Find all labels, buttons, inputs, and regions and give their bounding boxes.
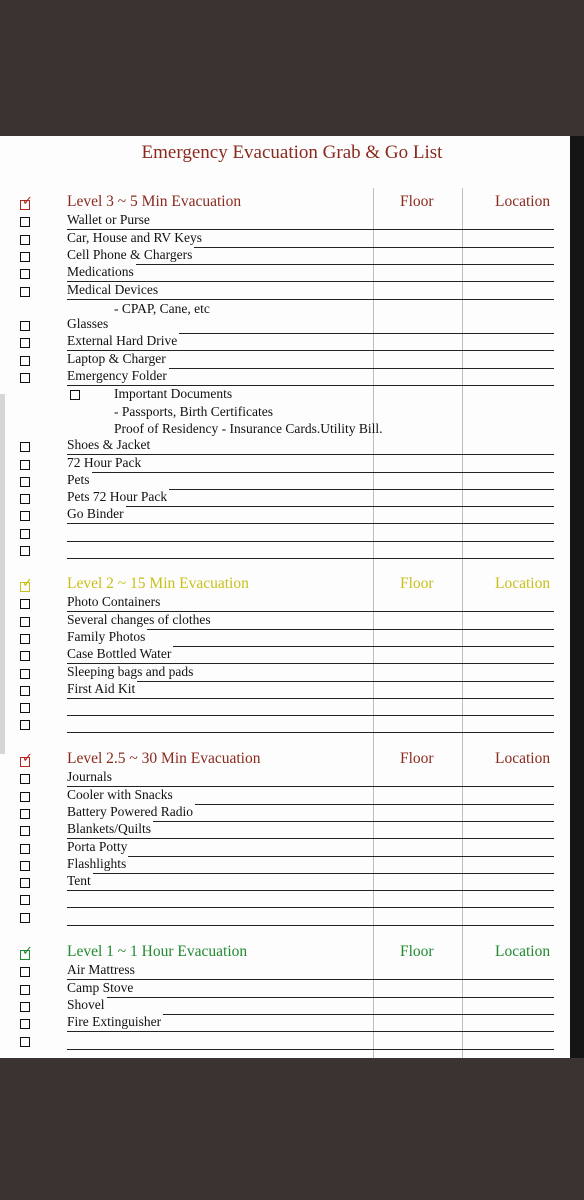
item-label: Case Bottled Water xyxy=(67,646,172,662)
item-checkbox[interactable] xyxy=(20,599,30,609)
page-title: Emergency Evacuation Grab & Go List xyxy=(141,142,443,163)
item-checkbox[interactable] xyxy=(20,895,30,905)
item-checkbox[interactable] xyxy=(20,1037,30,1047)
checklist-item xyxy=(0,542,570,559)
sub-item-label: - CPAP, Cane, etc xyxy=(114,300,210,316)
checklist-item xyxy=(0,595,570,612)
item-checkbox[interactable] xyxy=(20,442,30,452)
item-label: Pets 72 Hour Pack xyxy=(67,489,168,505)
checklist-item xyxy=(0,334,570,351)
item-checkbox[interactable] xyxy=(20,494,30,504)
item-checkbox[interactable] xyxy=(20,529,30,539)
item-checkbox[interactable] xyxy=(20,252,30,262)
item-checkbox[interactable] xyxy=(20,809,30,819)
item-label: Emergency Folder xyxy=(67,368,167,383)
checkmark-icon: ✓ xyxy=(22,751,33,766)
checklist-item xyxy=(0,891,570,908)
column-header-floor: Floor xyxy=(400,575,434,592)
item-label: Porta Potty xyxy=(67,838,128,854)
sub-item-checkbox[interactable] xyxy=(70,390,80,400)
item-label: Photo Containers xyxy=(67,594,161,610)
item-label: Battery Powered Radio xyxy=(67,803,193,819)
item-checkbox[interactable] xyxy=(20,703,30,713)
checklist-item xyxy=(0,647,570,664)
item-checkbox[interactable] xyxy=(20,967,30,977)
section-header xyxy=(0,193,570,213)
item-checkbox[interactable] xyxy=(20,356,30,366)
column-header-location: Location xyxy=(495,943,551,960)
sub-item-label: Important Documents xyxy=(114,386,233,402)
checklist-item xyxy=(0,788,570,805)
item-checkbox[interactable] xyxy=(20,669,30,679)
checklist-item xyxy=(0,248,570,265)
item-label: Family Photos xyxy=(67,628,146,644)
item-label: First Aid Kit xyxy=(67,680,136,696)
item-label: Air Mattress xyxy=(67,962,135,978)
checklist-item xyxy=(0,1015,570,1032)
column-header-location: Location xyxy=(495,193,551,210)
checklist-item xyxy=(0,840,570,857)
checklist-item xyxy=(0,822,570,839)
sub-item-label: Proof of Residency - Insurance Cards.Utility Bill. xyxy=(114,420,383,436)
section-header xyxy=(0,750,570,770)
item-checkbox[interactable] xyxy=(20,861,30,871)
checklist-item xyxy=(0,981,570,998)
item-checkbox[interactable] xyxy=(20,651,30,661)
checklist-item xyxy=(0,998,570,1015)
item-label: Wallet or Purse xyxy=(67,212,150,228)
checklist-item xyxy=(0,716,570,733)
checklist-item xyxy=(0,909,570,926)
checklist-item xyxy=(0,874,570,891)
section-heading: Level 2.5 ~ 30 Min Evacuation xyxy=(67,750,261,767)
item-label: Medical Devices xyxy=(67,281,159,297)
item-checkbox[interactable] xyxy=(20,546,30,556)
checkmark-icon: ✓ xyxy=(22,576,33,591)
item-checkbox[interactable] xyxy=(20,792,30,802)
checkmark-icon: ✓ xyxy=(22,944,33,959)
item-checkbox[interactable] xyxy=(20,985,30,995)
section-heading: Level 1 ~ 1 Hour Evacuation xyxy=(67,943,248,960)
item-checkbox[interactable] xyxy=(20,913,30,923)
checklist-item xyxy=(0,682,570,699)
item-checkbox[interactable] xyxy=(20,826,30,836)
section-checkbox[interactable] xyxy=(20,194,33,210)
sub-item-label: - Passports, Birth Certificates xyxy=(114,403,273,419)
checklist-item xyxy=(0,456,570,473)
column-header-location: Location xyxy=(495,575,551,592)
item-checkbox[interactable] xyxy=(20,460,30,470)
checklist-item xyxy=(0,770,570,787)
checklist-page xyxy=(0,136,584,1058)
column-header-floor: Floor xyxy=(400,750,434,767)
item-label: Several changes of clothes xyxy=(67,611,211,627)
item-checkbox[interactable] xyxy=(20,774,30,784)
item-label: 72 Hour Pack xyxy=(67,454,142,470)
column-header-floor: Floor xyxy=(400,193,434,210)
checklist-item xyxy=(0,857,570,874)
section-checkbox[interactable] xyxy=(20,944,33,960)
checklist-item xyxy=(0,630,570,647)
checklist-item xyxy=(0,805,570,822)
checklist-item xyxy=(0,369,570,386)
item-checkbox[interactable] xyxy=(20,617,30,627)
checklist-item xyxy=(0,1033,570,1050)
item-checkbox[interactable] xyxy=(20,235,30,245)
item-checkbox[interactable] xyxy=(20,686,30,696)
checklist-item xyxy=(0,613,570,630)
item-label: Fire Extinguisher xyxy=(67,1014,162,1030)
item-checkbox[interactable] xyxy=(20,321,30,331)
write-in-line xyxy=(67,1049,554,1050)
column-header-floor: Floor xyxy=(400,943,434,960)
checklist-item xyxy=(0,473,570,490)
checklist-item xyxy=(0,525,570,542)
screen-edge xyxy=(570,136,584,1058)
checklist-item xyxy=(0,507,570,524)
item-label: Cooler with Snacks xyxy=(67,786,173,802)
section-checkbox[interactable] xyxy=(20,576,33,592)
checklist-item xyxy=(0,213,570,230)
item-label: Blankets/Quilts xyxy=(67,821,151,837)
item-label: Glasses xyxy=(67,316,109,332)
checklist-item xyxy=(0,963,570,980)
section-checkbox[interactable] xyxy=(20,751,33,767)
item-label: Go Binder xyxy=(67,506,124,522)
item-checkbox[interactable] xyxy=(20,1002,30,1012)
item-label: Flashlights xyxy=(67,855,127,871)
checkmark-icon: ✓ xyxy=(22,194,33,209)
item-checkbox[interactable] xyxy=(20,287,30,297)
section-heading: Level 3 ~ 5 Min Evacuation xyxy=(67,193,242,210)
write-in-line xyxy=(67,925,554,926)
item-label: Cell Phone & Chargers xyxy=(67,246,193,262)
item-label: Tent xyxy=(67,873,91,889)
checklist-item xyxy=(0,699,570,716)
item-label: Sleeping bags and pads xyxy=(67,663,194,679)
checklist-item xyxy=(0,352,570,369)
item-checkbox[interactable] xyxy=(20,269,30,279)
item-label: Journals xyxy=(67,769,112,785)
item-checkbox[interactable] xyxy=(20,1019,30,1029)
section-header xyxy=(0,943,570,963)
item-label: Shoes & Jacket xyxy=(67,437,151,453)
item-checkbox[interactable] xyxy=(20,720,30,730)
item-label: Medications xyxy=(67,264,134,280)
item-checkbox[interactable] xyxy=(20,878,30,888)
checklist-item xyxy=(0,265,570,282)
item-checkbox[interactable] xyxy=(20,217,30,227)
item-label: Shovel xyxy=(67,996,105,1012)
item-checkbox[interactable] xyxy=(20,634,30,644)
write-in-line xyxy=(67,558,554,559)
item-checkbox[interactable] xyxy=(20,477,30,487)
column-header-location: Location xyxy=(495,750,551,767)
write-in-line xyxy=(67,732,554,733)
checklist-item xyxy=(0,438,570,455)
write-in-line xyxy=(67,299,554,300)
item-checkbox[interactable] xyxy=(20,338,30,348)
item-checkbox[interactable] xyxy=(20,373,30,383)
item-checkbox[interactable] xyxy=(20,511,30,521)
checklist-item xyxy=(0,665,570,682)
item-label: Car, House and RV Keys xyxy=(67,229,202,245)
section-heading: Level 2 ~ 15 Min Evacuation xyxy=(67,575,249,592)
checklist-item xyxy=(0,317,570,334)
item-label: Camp Stove xyxy=(67,979,134,995)
item-label: Laptop & Charger xyxy=(67,350,166,366)
checklist-item xyxy=(0,490,570,507)
item-checkbox[interactable] xyxy=(20,844,30,854)
item-label: External Hard Drive xyxy=(67,333,178,349)
checklist-item xyxy=(0,231,570,248)
item-label: Pets xyxy=(67,471,90,487)
checklist-item xyxy=(0,283,570,300)
section-header xyxy=(0,575,570,595)
